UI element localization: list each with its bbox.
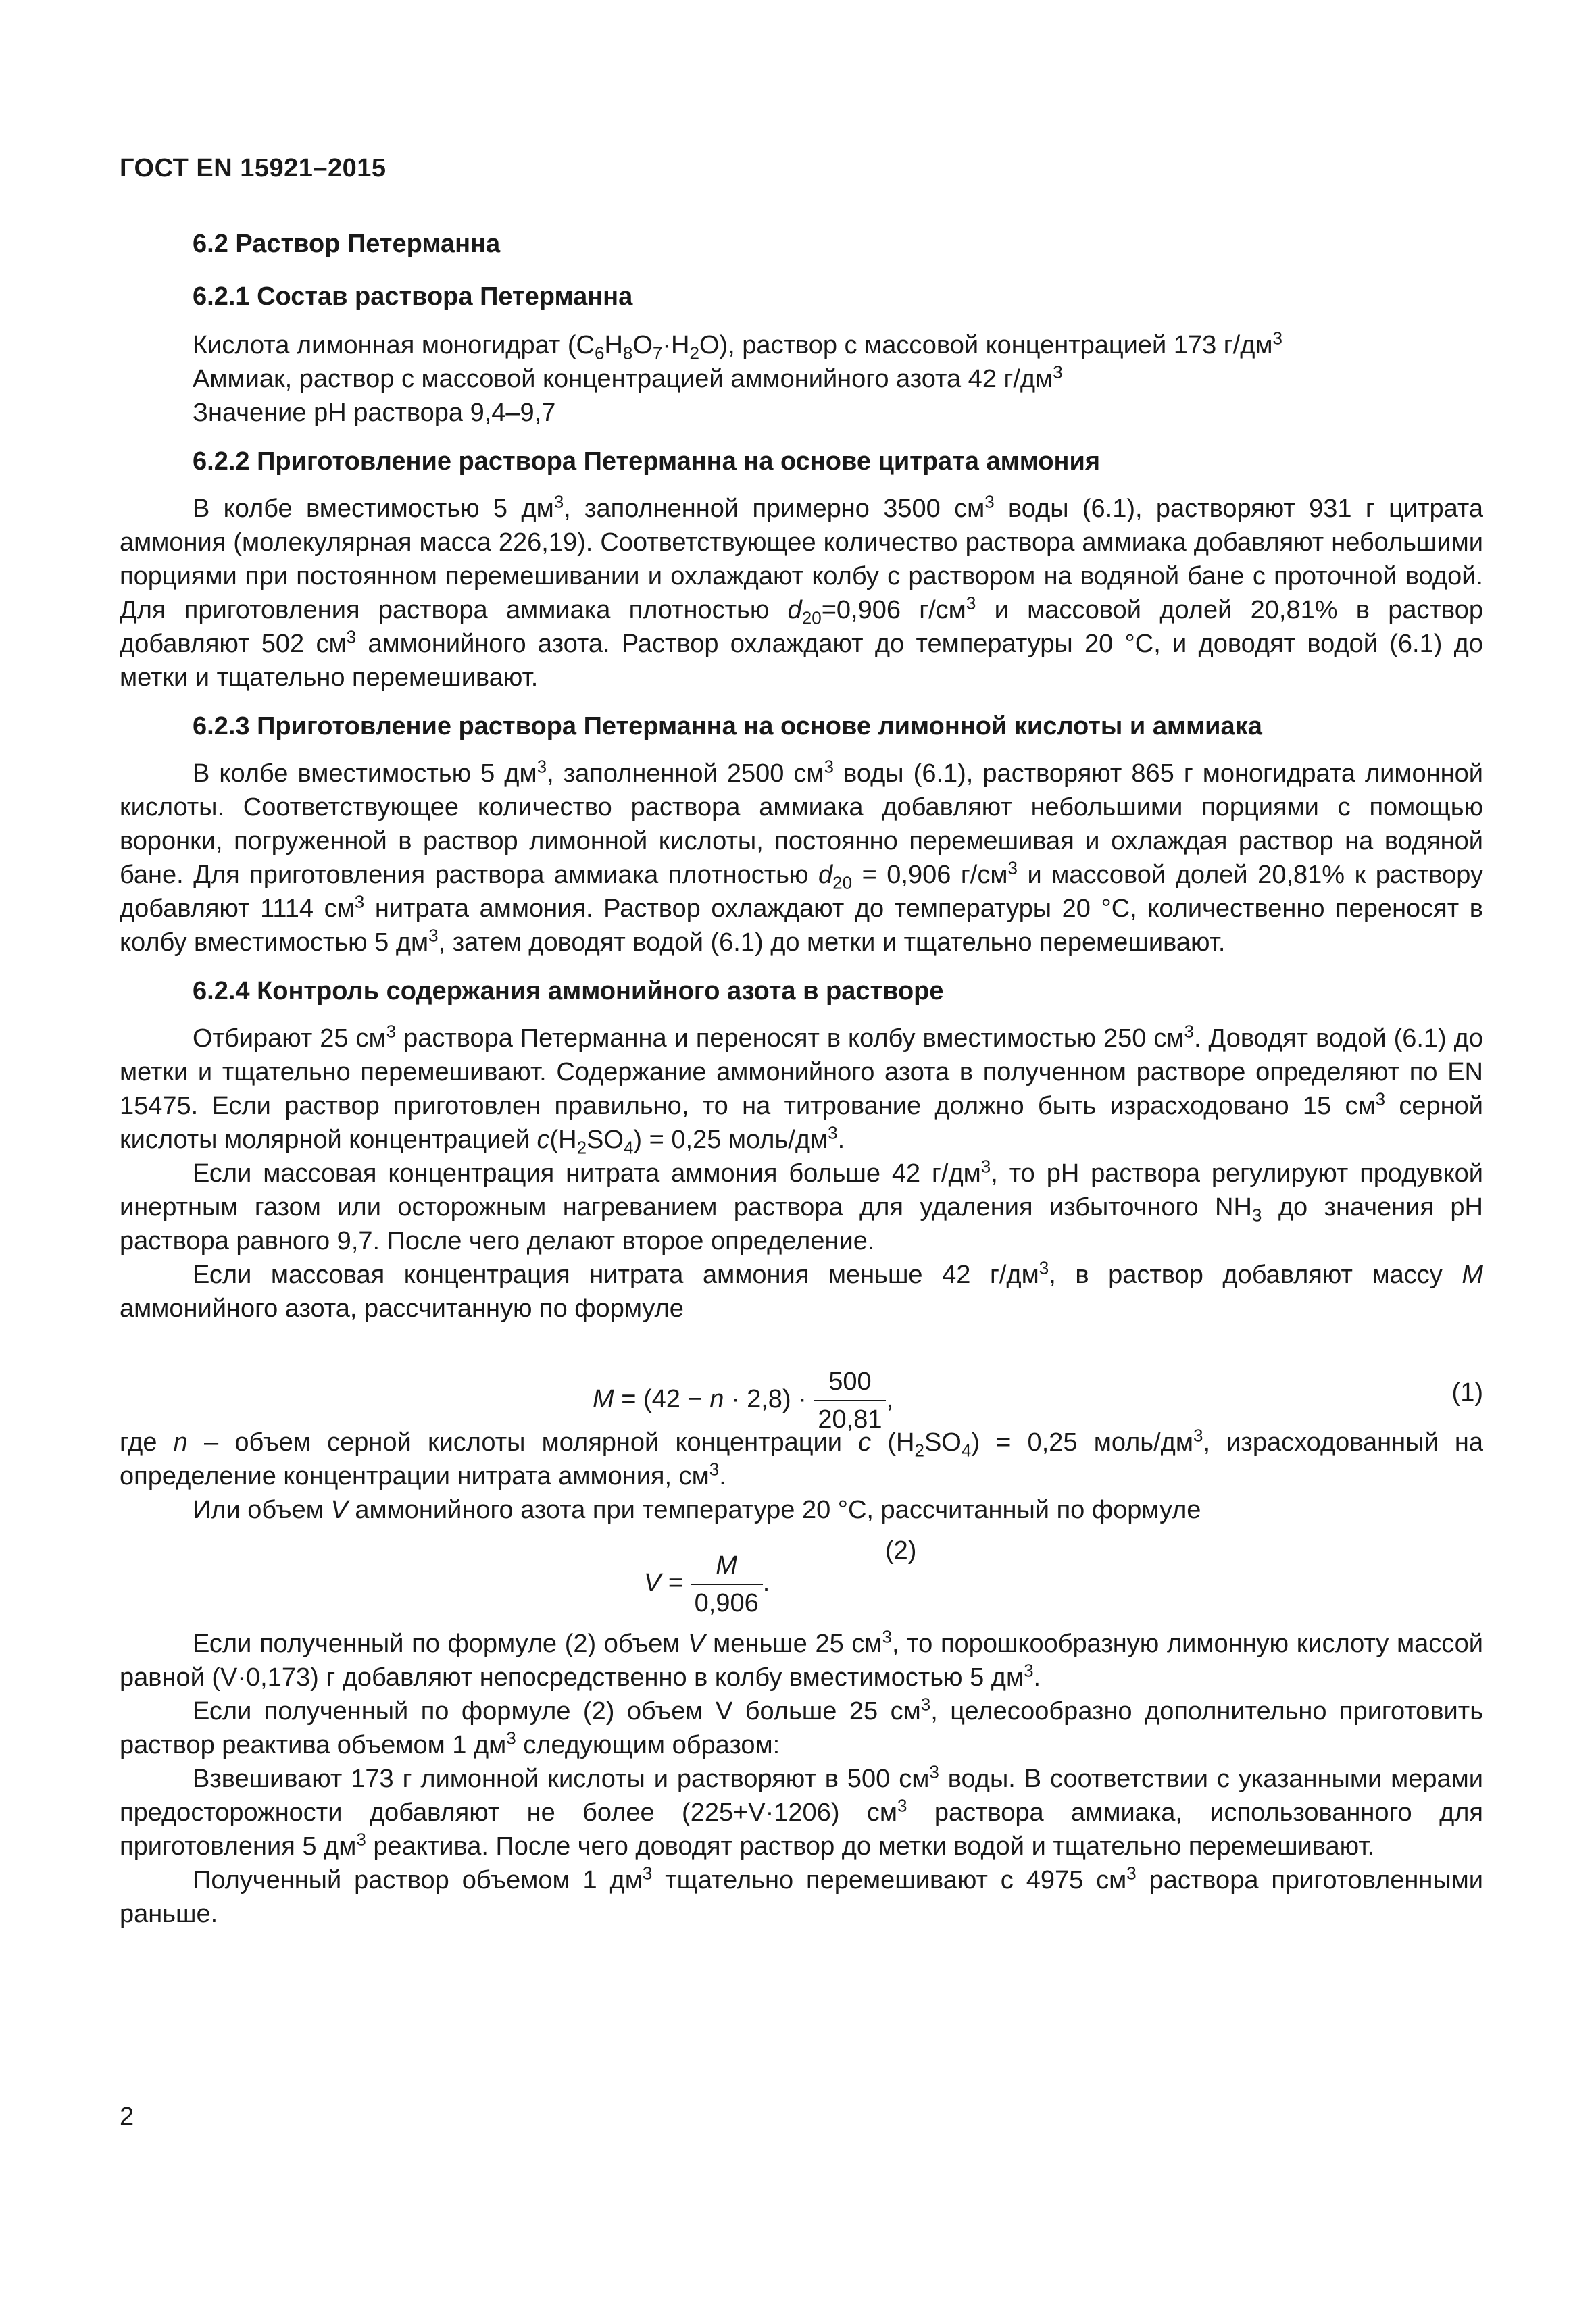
paragraph-final: Полученный раствор объемом 1 $дм^3$ тщательно перемешивают с 4975 $см^3$ раствора приготовленными раньше. [120, 1863, 1483, 1928]
formula-1-expression: M = (42 − n · 2,8) · $\frac{500}{20,81}$ , [593, 1363, 893, 1438]
section-title-6-2: 6.2 Раствор Петерманна [193, 230, 501, 258]
section-title-6-2-4: 6.2.4 Контроль содержания аммонийного азота в растворе [193, 977, 944, 1005]
paragraph-6-2-3: В колбе вместимостью 5 $дм^3$, заполненной 2500 $см^3$ воды (6.1), растворяют 865 г моногидрата лимонной кислоты. Соответствующее количество раствора аммиака добавляют небольшими порциями с помощью воронки, погруженной в раствор лимонной кислоты, постоянно перемешивая и охлаждая раствор на водяной бане. Для приготовления раствора аммиака плотностью $d_{20} = 0,906$ $г/см^3$ и массовой долей 20,81% к раствору добавляют 1114 $см^3$ нитрата аммония. Раствор охлаждают до температуры 20 °С, количественно переносят в колбу вместимостью 5 $дм^3$, затем доводят водой (6.1) до метки и тщательно перемешивают. [120, 756, 1484, 957]
paragraph-6-2-4-more: Если массовая концентрация нитрата аммония больше 42 $г/дм^3$, то pH раствора регулируют продувкой инертным газом или осторожным нагреванием раствора для удаления избыточного $NH_3$ до значения pH раствора равного 9,7. После чего делают второе определение. [120, 1156, 1484, 1255]
paragraph-volume-more: Если полученный по формуле (2) объем V больше 25 $см^3$, целесообразно дополнительно приготовить раствор реактива объемом 1 $дм^3$ следующим образом: [120, 1694, 1483, 1759]
paragraph-or-volume: Или объем V аммонийного азота при температуре 20 °С, рассчитанный по формуле [193, 1496, 1201, 1524]
paragraph-6-2-4-sampling: Отбирают 25 $см^3$ раствора Петерманна и переносят в колбу вместимостью 250 $см^3$. Доводят водой (6.1) до метки и тщательно перемешивают. Содержание аммонийного азота в полученном растворе определяют по EN 15475. Если раствор приготовлен правильно, то на титрование должно быть израсходовано 15 $см^3$ серной кислоты молярной концентрацией $c(H_2SO_4) = 0,25$ моль/$дм^3$. [120, 1021, 1484, 1158]
formula-1-fraction: $\frac{500}{20,81}$ [814, 1363, 886, 1438]
paragraph-where: где n – объем серной кислоты молярной концентрации c $(H_2SO_4) = 0,25$ моль/$дм^3$, израсходованный на определение концентрации нитрата аммония, $см^3$. [120, 1425, 1483, 1490]
document-header: ГОСТ EN 15921–2015 [120, 154, 386, 182]
composition-line-ph: Значение pH раствора 9,4–9,7 [193, 399, 556, 427]
formula-2 [120, 1534, 1483, 1615]
paragraph-6-2-4-less: Если массовая концентрация нитрата аммония меньше 42 $г/дм^3$, в раствор добавляют массу M аммонийного азота, рассчитанную по формуле [120, 1257, 1483, 1323]
composition-list [120, 328, 1483, 430]
formula-2-expression: V = $\frac{M}{0,906}$ . [644, 1547, 770, 1621]
formula-1 [120, 1336, 1483, 1434]
composition-line-ammonia: Аммиак, раствор с массовой концентрацией аммонийного азота 42 $г/дм^3$ [193, 361, 1063, 393]
paragraph-volume-less: Если полученный по формуле (2) объем V меньше 25 $см^3$, то порошкообразную лимонную кислоту массой равной (V·0,173) г добавляют непосредственно в колбу вместимостью 5 $дм^3$. [120, 1626, 1483, 1692]
composition-line-citric-acid: Кислота лимонная моногидрат $(C_6H_8O_7\cdot H_2O)$, раствор с массовой концентрацией 173 $г/дм^3$ [193, 328, 1282, 363]
document-body [120, 227, 1483, 1931]
section-title-6-2-3: 6.2.3 Приготовление раствора Петерманна на основе лимонной кислоты и аммиака [193, 712, 1262, 740]
formula-2-number: (2) [885, 1536, 917, 1565]
formula-1-number: (1) [1451, 1378, 1483, 1407]
paragraph-6-2-2: В колбе вместимостью 5 $дм^3$, заполненной примерно 3500 $см^3$ воды (6.1), растворяют 931 г цитрата аммония (молекулярная масса 226,19). Соответствующее количество раствора аммиака добавляют небольшими порциями при постоянном перемешивании и охлаждают колбу с раствором на водяной бане с проточной водой. Для приготовления раствора аммиака плотностью $d_{20}=0,906$ $г/см^3$ и массовой долей 20,81% в раствор добавляют 502 $см^3$ аммонийного азота. Раствор охлаждают до температуры 20 °С, и доводят водой (6.1) до метки и тщательно перемешивают. [120, 491, 1484, 692]
section-title-6-2-2: 6.2.2 Приготовление раствора Петерманна на основе цитрата аммония [193, 447, 1101, 476]
section-title-6-2-1: 6.2.1 Состав раствора Петерманна [193, 282, 633, 311]
page-number: 2 [120, 2103, 134, 2131]
paragraph-weigh: Взвешивают 173 г лимонной кислоты и растворяют в 500 $см^3$ воды. В соответствии с указанными мерами предосторожности добавляют не более (225+V·1206) $см^3$ раствора аммиака, использованного для приготовления 5 $дм^3$ реактива. После чего доводят раствор до метки водой и тщательно перемешивают. [120, 1761, 1484, 1861]
formula-2-fraction: $\frac{M}{0,906}$ [691, 1547, 763, 1621]
